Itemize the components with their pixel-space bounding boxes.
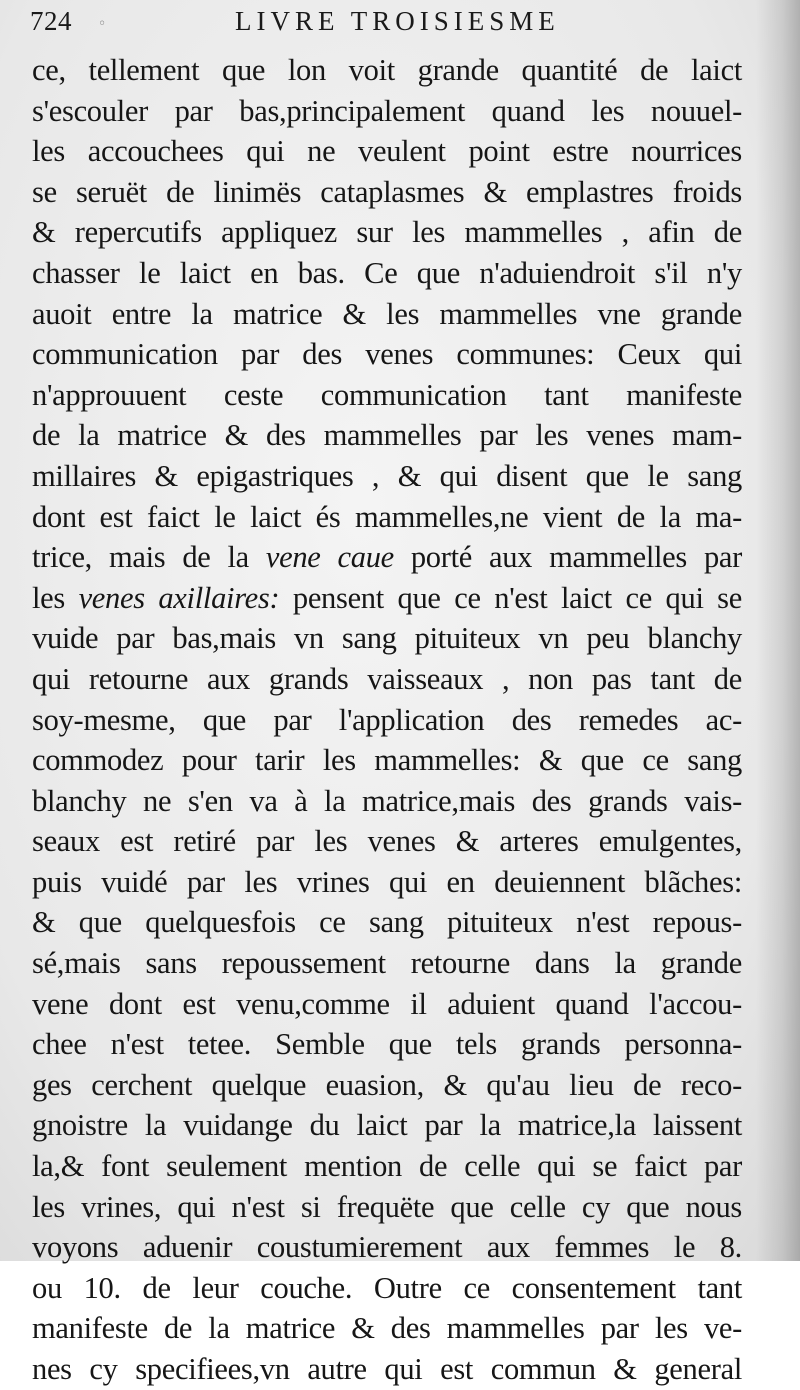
italic-term: venes axillaires: (78, 580, 280, 615)
text-segment: manifeste de la matrice & des mammelles par les ve- (32, 1311, 742, 1346)
italic-term: vene caue (265, 540, 394, 575)
text-segment: millaires & epigastriques , & qui disent que le sang (32, 458, 742, 493)
text-segment: qui retourne aux grands vaisseaux , non pas tant de (32, 661, 742, 696)
text-line (32, 740, 742, 781)
text-segment: pensent que ce n'est laict ce qui se (279, 580, 742, 615)
text-segment: voyons aduenir coustumierement aux femmes le 8. (32, 1230, 742, 1265)
text-line (32, 253, 742, 294)
text-line (32, 1268, 742, 1309)
running-title: LIVRE TROISIESME (235, 6, 560, 36)
text-segment: ou 10. de leur couche. Outre ce consentement tant (32, 1270, 742, 1305)
text-line (32, 659, 742, 700)
text-segment: sé,mais sans repoussement retourne dans la grande (32, 946, 742, 981)
text-segment: vuide par bas,mais vn sang pituiteux vn peu blanchy (32, 621, 742, 656)
text-line (32, 91, 742, 132)
text-line (32, 537, 742, 578)
text-line (32, 821, 742, 862)
text-segment: les (32, 580, 79, 615)
text-line (32, 781, 742, 822)
text-line (32, 1065, 742, 1106)
text-line (32, 1187, 742, 1228)
text-line (32, 497, 742, 538)
text-line (32, 1227, 742, 1268)
text-segment: de la matrice & des mammelles par les venes mam- (32, 418, 742, 453)
text-line (32, 618, 742, 659)
text-line (32, 375, 742, 416)
body-text (32, 50, 742, 1390)
text-line (32, 902, 742, 943)
text-segment: chee n'est tetee. Semble que tels grands personna- (32, 1027, 742, 1062)
text-segment: porté aux mammelles par (393, 540, 742, 575)
text-line (32, 943, 742, 984)
text-line (32, 212, 742, 253)
page-number: 724 (30, 6, 72, 36)
text-segment: les accouchees qui ne veulent point estre nourrices (32, 134, 742, 169)
text-segment: auoit entre la matrice & les mammelles vne grande (32, 296, 742, 331)
text-segment: se seruët de linimës cataplasmes & emplastres froids (32, 174, 742, 209)
text-segment: dont est faict le laict és mammelles,ne vient de la ma- (32, 499, 742, 534)
text-segment: commodez pour tarir les mammelles: & que ce sang (32, 743, 742, 778)
text-line (32, 1024, 742, 1065)
text-segment: la,& font seulement mention de celle qui se faict par (32, 1149, 742, 1184)
text-line (32, 172, 742, 213)
text-line (32, 1308, 742, 1349)
text-segment: gnoistre la vuidange du laict par la matrice,la laissent (32, 1108, 742, 1143)
text-line (32, 700, 742, 741)
running-head (30, 6, 770, 46)
text-line (32, 294, 742, 335)
text-segment: & que quelquesfois ce sang pituiteux n'est repous- (32, 905, 742, 940)
text-line (32, 131, 742, 172)
text-segment: trice, mais de la (32, 540, 266, 575)
page-gutter-shadow (756, 0, 800, 1261)
text-segment: puis vuidé par les vrines qui en deuiennent blãches: (32, 864, 742, 899)
text-line (32, 984, 742, 1025)
text-segment: les vrines, qui n'est si frequëte que celle cy que nous (32, 1189, 742, 1224)
text-line (32, 1349, 742, 1390)
text-line (32, 415, 742, 456)
text-segment: chasser le laict en bas. Ce que n'aduiendroit s'il n'y (32, 255, 742, 290)
text-segment: vene dont est venu,comme il aduient quand l'accou- (32, 986, 742, 1021)
text-segment: & repercutifs appliquez sur les mammelles , afin de (32, 215, 742, 250)
text-segment: n'approuuent ceste communication tant manifeste (32, 377, 742, 412)
text-line (32, 334, 742, 375)
text-segment: communication par des venes communes: Ceux qui (32, 337, 742, 372)
text-segment: ce, tellement que lon voit grande quantité de laict (32, 53, 742, 87)
text-segment: nes cy specifiees,vn autre qui est commun & general (32, 1352, 742, 1386)
text-line (32, 862, 742, 903)
text-segment: blanchy ne s'en va à la matrice,mais des grands vais- (32, 783, 742, 818)
text-segment: seaux est retiré par les venes & arteres emulgentes, (32, 824, 742, 859)
head-ornament: ◦ (98, 16, 107, 32)
text-line (32, 1146, 742, 1187)
text-segment: ges cerchent quelque euasion, & qu'au lieu de reco- (32, 1067, 742, 1102)
text-segment: soy-mesme, que par l'application des remedes ac- (32, 702, 742, 737)
text-line (32, 1105, 742, 1146)
text-line (32, 456, 742, 497)
text-segment: s'escouler par bas,principalement quand les nouuel- (32, 93, 742, 128)
text-line (32, 578, 742, 619)
text-line (32, 50, 742, 91)
